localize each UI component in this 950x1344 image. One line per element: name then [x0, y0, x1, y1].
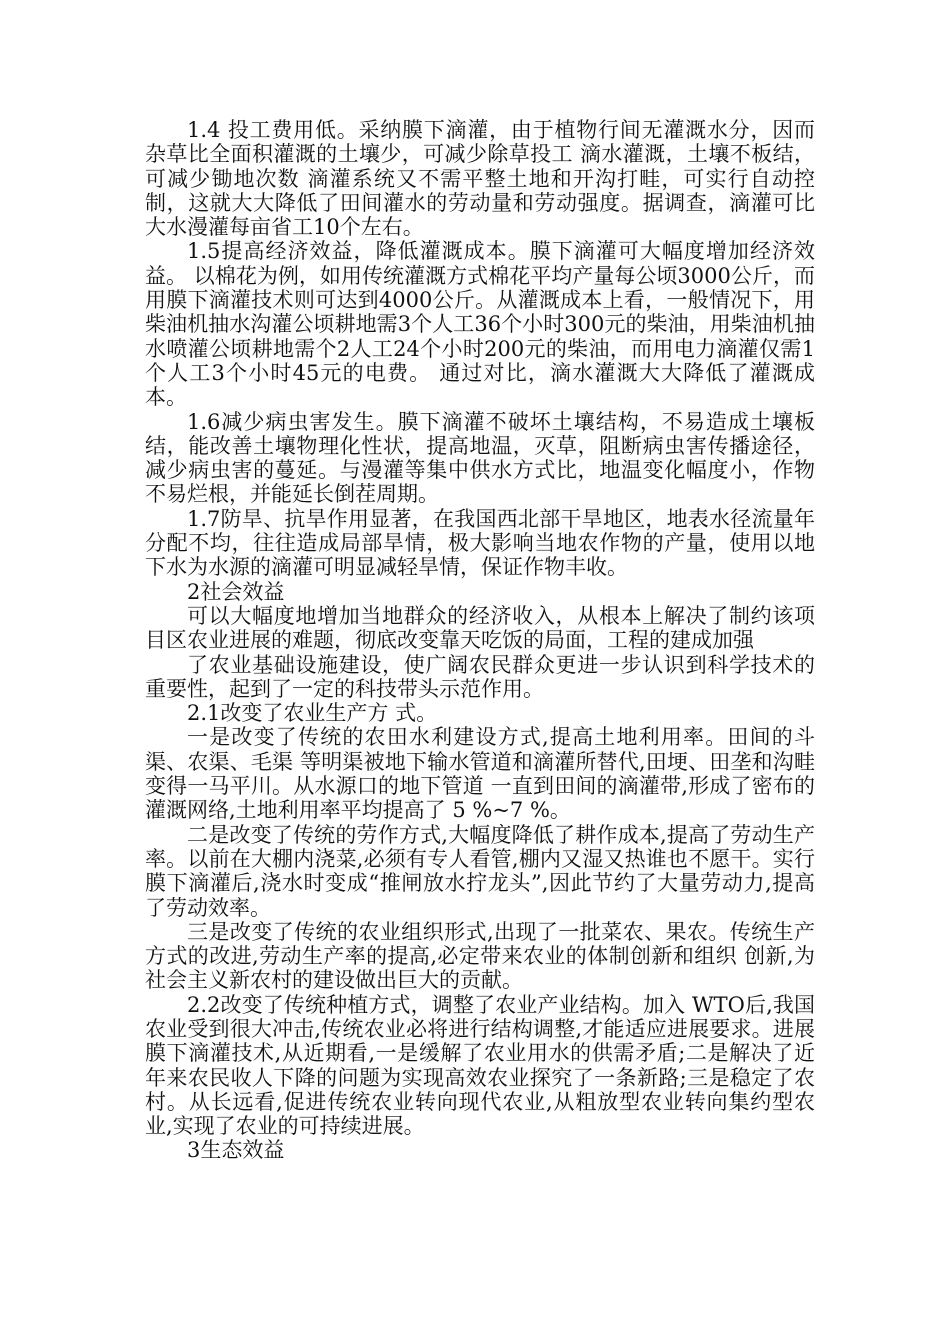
subheading-2-1: 2.1改变了农业生产方 式。 — [187, 701, 438, 726]
document-body — [145, 118, 815, 1163]
paragraph-1-4: 1.4 投工费用低。采纳膜下滴灌，由于植物行间无灌溉水分，因而杂草比全面积灌溉的土壤少，可减少除草投工 滴水灌溉，土壤不板结，可减少锄地次数 滴灌系统又不需平整土地和开沟打畦，可实行自动控制，这就大大降低了田间灌水的劳动量和劳动强度。据调查，滴灌可比大水漫灌每亩省工10个左右。 — [145, 118, 815, 240]
paragraph-social-2: 了农业基础设施建设，使广阔农民群众更进一步认识到科学技术的重要性，起到了一定的科技带头示范作用。 — [145, 652, 815, 701]
heading-social-benefits: 2社会效益 — [187, 579, 285, 604]
paragraph-social-1: 可以大幅度地增加当地群众的经济收入，从根本上解决了制约该项目区农业进展的难题，彻底改变靠天吃饭的局面，工程的建成加强 — [145, 603, 815, 653]
paragraph-1-6: 1.6减少病虫害发生。膜下滴灌不破坏土壤结构，不易造成土壤板结，能改善土壤物理化性状，提高地温，灭草，阻断病虫害传播途径，减少病虫害的蔓延。与漫灌等集中供水方式比，地温变化幅度小，作物不易烂根，并能延长倒茬周期。 — [145, 409, 815, 507]
paragraph-2-1-second: 二是改变了传统的劳作方式,大幅度降低了耕作成本,提高了劳动生产率。以前在大棚内浇菜,必须有专人看管,棚内又湿又热谁也不愿干。实行膜下滴灌后,浇水时变成“推闸放水拧龙头”,因此节约了大量劳动力,提高了劳动效率。 — [145, 822, 815, 920]
heading-eco-benefits: 3生态效益 — [187, 1138, 285, 1163]
paragraph-1-5: 1.5提高经济效益，降低灌溉成本。膜下滴灌可大幅度增加经济效益。 以棉花为例，如用传统灌溉方式棉花平均产量每公顷3000公斤，而用膜下滴灌技术则可达到4000公斤。从灌溉成本上看，一般情况下，用柴油机抽水沟灌公顷耕地需3个人工36个小时300元的柴油，用柴油机抽水喷灌公顷耕地需个2人工24个小时200元的柴油，而用电力滴灌仅需1个人工3个小时45元的电费。 通过对比，滴水灌溉大大降低了灌溉成本。 — [145, 239, 815, 410]
paragraph-2-2: 2.2改变了传统种植方式，调整了农业产业结构。加入 WTO后,我国农业受到很大冲击,传统农业必将进行结构调整,才能适应进展要求。进展膜下滴灌技术,从近期看,一是缓解了农业用水的供需矛盾;二是解决了近年来农民收人下降的问题为实现高效农业探究了一条新路;三是稳定了农村。从长远看,促进传统农业转向现代农业,从粗放型农业转向集约型农业,实现了农业的可持续进展。 — [145, 992, 815, 1139]
paragraph-2-1-third: 三是改变了传统的农业组织形式,出现了一批菜农、果农。传统生产方式的改进,劳动生产率的提高,必定带来农业的体制创新和组织 创新,为社会主义新农村的建设做出巨大的贡献。 — [145, 919, 815, 993]
paragraph-2-1-first: 一是改变了传统的农田水利建设方式,提高土地利用率。田间的斗渠、农渠、毛渠 等明渠被地下输水管道和滴灌所替代,田埂、田垄和沟畦变得一马平川。从水源口的地下管道 一直到田间的滴灌带,形成了密布的灌溉网络,土地利用率平均提高了 5 %~7 %。 — [145, 725, 815, 823]
paragraph-1-7: 1.7防旱、抗旱作用显著，在我国西北部干旱地区，地表水径流量年分配不均，往往造成局部旱情，极大影响当地农作物的产量，使用以地下水为水源的滴灌可明显减轻旱情，保证作物丰收。 — [145, 506, 815, 580]
